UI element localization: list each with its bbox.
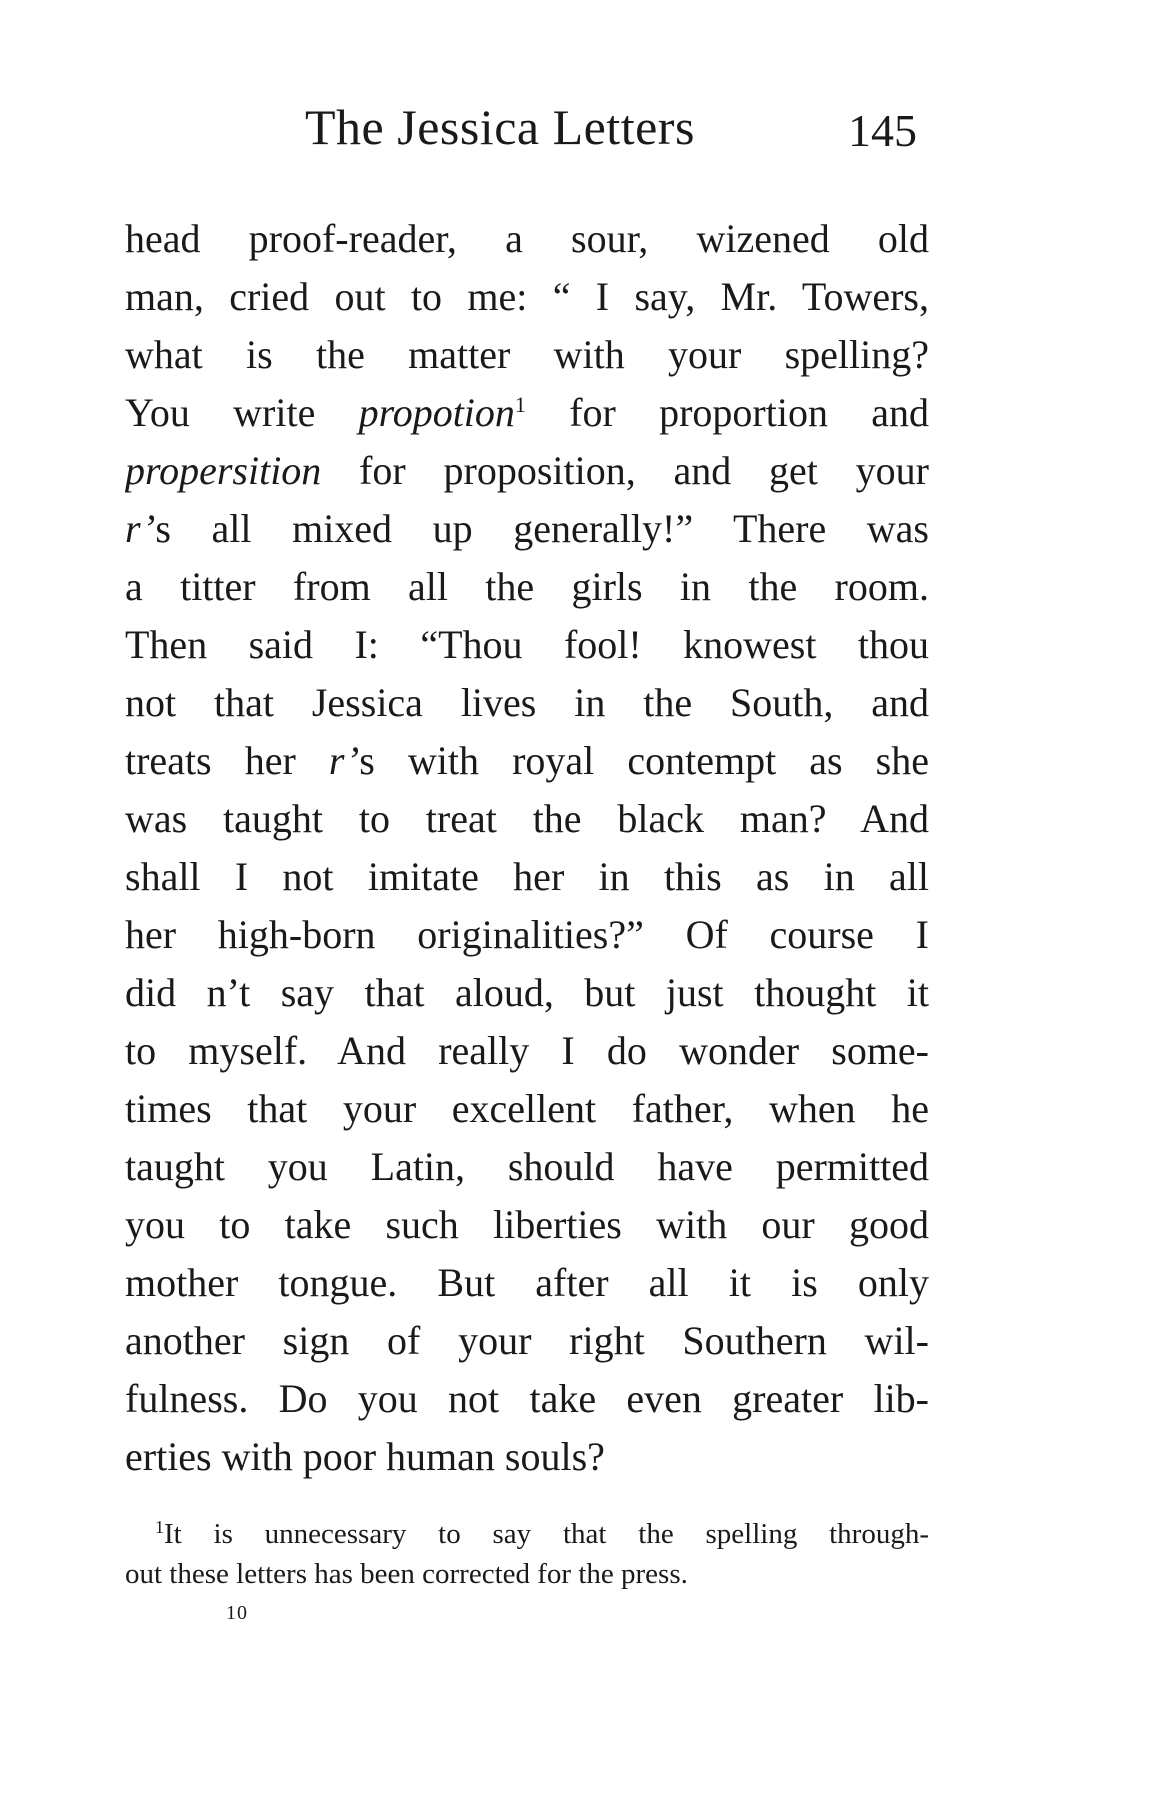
text-line: to myself. And really I do wonder some- xyxy=(125,1028,929,1073)
text-line: shall I not imitate her in this as in all xyxy=(125,854,929,899)
text-line: man, cried out to me: “ I say, Mr. Towers, xyxy=(125,274,929,319)
footnote xyxy=(125,1514,929,1594)
italic-word: r’ xyxy=(328,738,360,783)
text-line: what is the matter with your spelling? xyxy=(125,332,929,377)
text-line: times that your excellent father, when he xyxy=(125,1086,929,1131)
text-line: you to take such liberties with our good xyxy=(125,1202,929,1247)
text-line: mother tongue. But after all it is only xyxy=(125,1260,929,1305)
italic-word: propotion xyxy=(358,390,515,435)
text-line: a titter from all the girls in the room. xyxy=(125,564,929,609)
footnote-reference: 1 xyxy=(514,392,526,417)
text-line: did n’t say that aloud, but just thought it xyxy=(125,970,929,1015)
page-number: 145 xyxy=(848,105,917,156)
body-text xyxy=(125,210,929,1486)
text-line: was taught to treat the black man? And xyxy=(125,796,929,841)
text-line: another sign of your right Southern wil- xyxy=(125,1318,929,1363)
text-line: fulness. Do you not take even greater lib- xyxy=(125,1376,929,1421)
running-title: The Jessica Letters xyxy=(305,99,695,155)
text-line: r’s all mixed up generally!” There was xyxy=(125,506,929,551)
text-line: You write propotion$^1$ for proportion and xyxy=(125,390,929,435)
text-line: propersition for proposition, and get your xyxy=(125,448,929,493)
footnote-marker: 1 xyxy=(155,1517,164,1537)
signature-mark: 10 xyxy=(226,1602,248,1624)
footnote-text-1: It is unnecessary to say that the spelling through- xyxy=(164,1518,929,1550)
footnote-line-2: out these letters has been corrected for the press. xyxy=(125,1558,688,1590)
text-line: treats her r’s with royal contempt as she xyxy=(125,738,929,783)
text-line: Then said I: “Thou fool! knowest thou xyxy=(125,622,929,667)
italic-word: r’ xyxy=(125,506,156,551)
text-line: not that Jessica lives in the South, and xyxy=(125,680,929,725)
text-line: erties with poor human souls? xyxy=(125,1434,605,1479)
text-line: taught you Latin, should have permitted xyxy=(125,1144,929,1189)
text-line: head proof-reader, a sour, wizened old xyxy=(125,216,929,261)
text-line: her high-born originalities?” Of course I xyxy=(125,912,929,957)
italic-word: propersition xyxy=(125,448,322,493)
footnote-line-1 xyxy=(125,1514,929,1554)
